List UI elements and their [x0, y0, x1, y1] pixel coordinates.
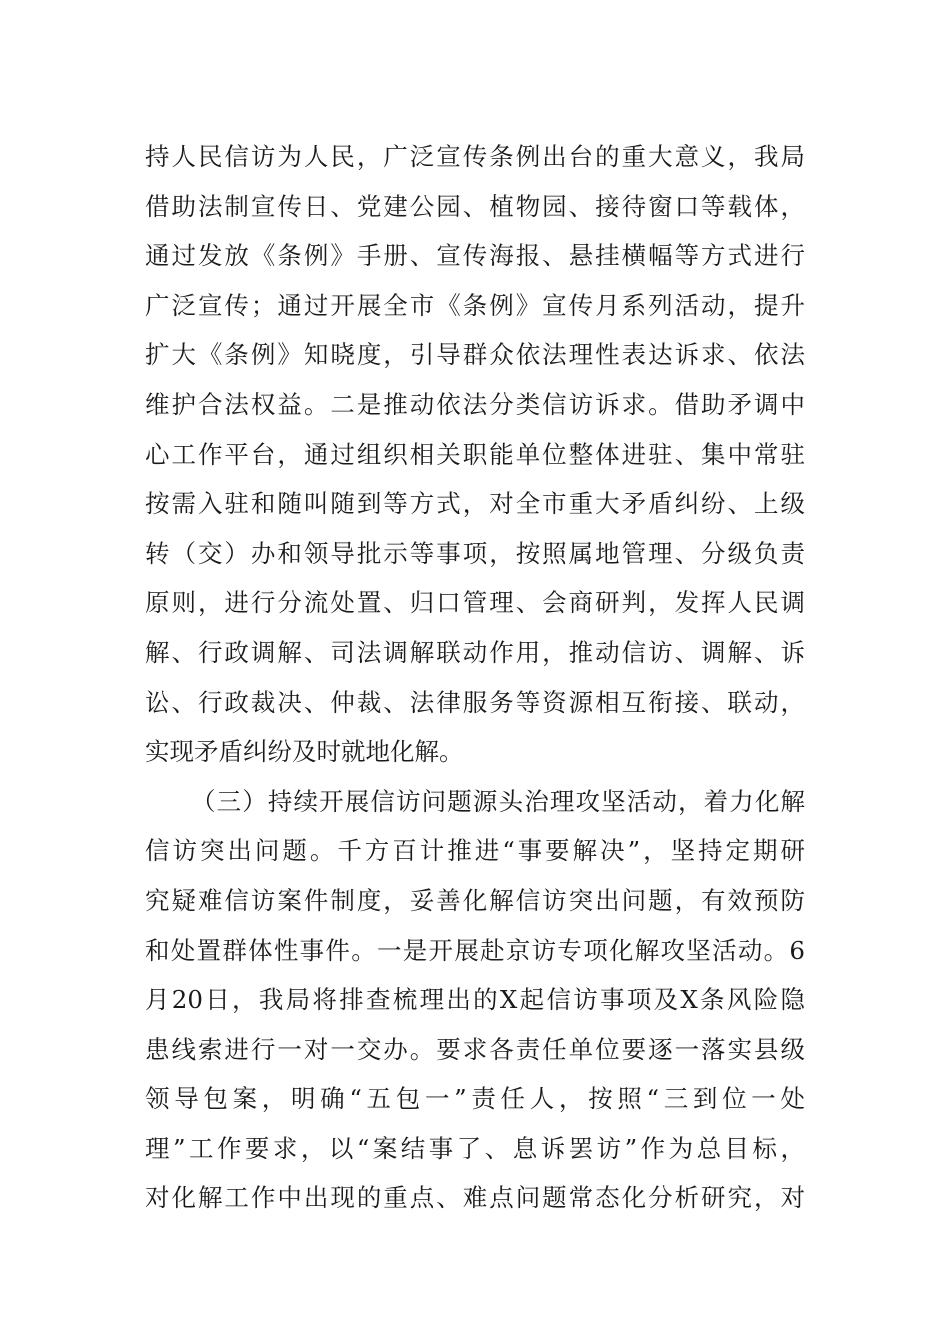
text-line: 究疑难信访案件制度，妥善化解信访突出问题，有效预防 — [145, 885, 805, 915]
text-line: 信访突出问题。千方百计推进“事要解决”，坚持定期研 — [145, 836, 805, 866]
text-line: 月20日，我局将排查梳理出的X起信访事项及X条风险隐 — [145, 985, 805, 1015]
body-text — [145, 132, 805, 1223]
text-line: 理”工作要求，以“案结事了、息诉罢访”作为总目标， — [145, 1133, 805, 1163]
text-line: 患线索进行一对一交办。要求各责任单位要逐一落实县级 — [145, 1034, 805, 1064]
text-line: 扩大《条例》知晓度，引导群众依法理性表达诉求、依法 — [145, 340, 805, 370]
text-line: 原则，进行分流处置、归口管理、会商研判，发挥人民调 — [145, 588, 805, 618]
text-line: 实现矛盾纠纷及时就地化解。 — [145, 737, 464, 767]
text-line: 按需入驻和随叫随到等方式，对全市重大矛盾纠纷、上级 — [145, 489, 805, 519]
text-line: 解、行政调解、司法调解联动作用，推动信访、调解、诉 — [145, 637, 805, 667]
text-line: 对化解工作中出现的重点、难点问题常态化分析研究，对 — [145, 1183, 805, 1213]
text-line: 借助法制宣传日、党建公园、植物园、接待窗口等载体， — [145, 191, 805, 221]
text-line: 转（交）办和领导批示等事项，按照属地管理、分级负责 — [145, 538, 805, 568]
text-line: 讼、行政裁决、仲裁、法律服务等资源相互衔接、联动， — [145, 687, 805, 717]
text-line: 和处置群体性事件。一是开展赴京访专项化解攻坚活动。6 — [145, 935, 805, 965]
text-line: 心工作平台，通过组织相关职能单位整体进驻、集中常驻 — [145, 439, 805, 469]
text-line: 广泛宣传；通过开展全市《条例》宣传月系列活动，提升 — [145, 290, 805, 320]
text-line: 维护合法权益。二是推动依法分类信访诉求。借助矛调中 — [145, 389, 805, 419]
text-line: 通过发放《条例》手册、宣传海报、悬挂横幅等方式进行 — [145, 241, 805, 271]
text-line: 领导包案，明确“五包一”责任人，按照“三到位一处 — [145, 1084, 805, 1114]
section-heading-line: （三）持续开展信访问题源头治理攻坚活动，着力化解 — [191, 786, 805, 816]
text-line: 持人民信访为人民，广泛宣传条例出台的重大意义，我局 — [145, 142, 805, 171]
